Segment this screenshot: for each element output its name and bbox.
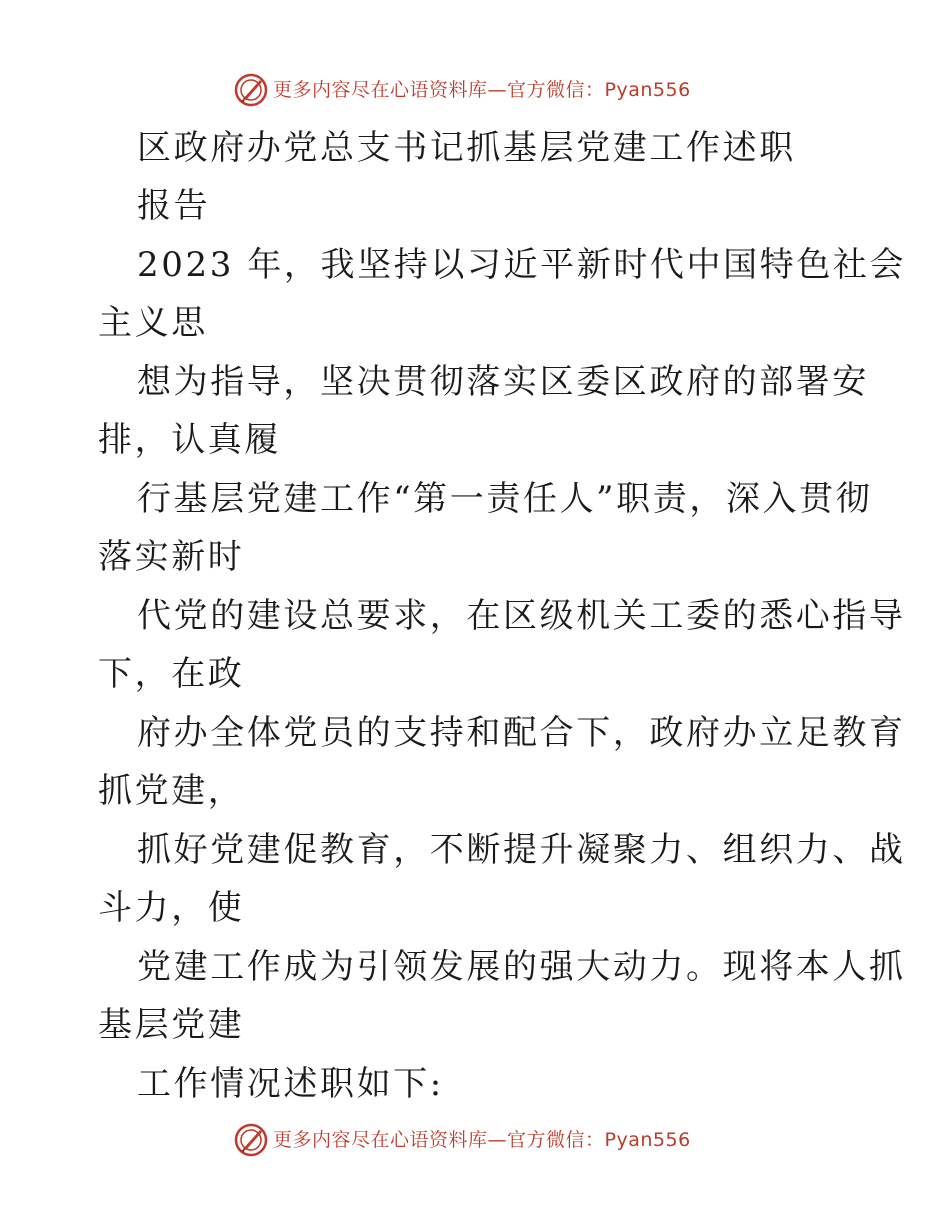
header-banner-text	[273, 78, 691, 102]
title-line-1: 区政府办党总支书记抓基层党建工作述职	[137, 128, 796, 168]
quill-logo-icon	[233, 1122, 269, 1158]
text-line: 抓党建，	[98, 771, 245, 811]
footer-banner-wechat: —官方微信：Pyan556	[487, 1129, 691, 1151]
text-line: 斗力，使	[98, 888, 245, 928]
header-banner	[0, 70, 950, 110]
text-line: 行基层党建工作“第一责任人”职责，深入贯彻	[137, 479, 873, 519]
text-line: 排，认真履	[98, 420, 281, 460]
footer-banner	[0, 1120, 950, 1160]
header-banner-title: 更多内容尽在心语资料库	[273, 79, 488, 101]
footer-banner-title: 更多内容尽在心语资料库	[273, 1129, 488, 1151]
title-line-2: 报告	[137, 186, 211, 226]
text-line: 下，在政	[98, 654, 245, 694]
text-line: 府办全体党员的支持和配合下，政府办立足教育	[137, 713, 906, 753]
footer-banner-text	[273, 1128, 691, 1152]
text-line: 基层党建	[98, 1005, 245, 1045]
text-line: 党建工作成为引领发展的强大动力。现将本人抓	[137, 947, 906, 987]
text-line: 想为指导，坚决贯彻落实区委区政府的部署安	[137, 362, 869, 402]
text-line: 落实新时	[98, 537, 245, 577]
text-line: 代党的建设总要求，在区级机关工委的悉心指导	[137, 596, 906, 636]
text-line: 工作情况述职如下:	[137, 1064, 444, 1104]
header-banner-wechat: —官方微信：Pyan556	[487, 79, 691, 101]
quill-logo-icon	[233, 72, 269, 108]
text-line: 主义思	[98, 303, 208, 343]
text-line: 2023 年，我坚持以习近平新时代中国特色社会	[137, 245, 907, 285]
text-line: 抓好党建促教育，不断提升凝聚力、组织力、战	[137, 830, 906, 870]
